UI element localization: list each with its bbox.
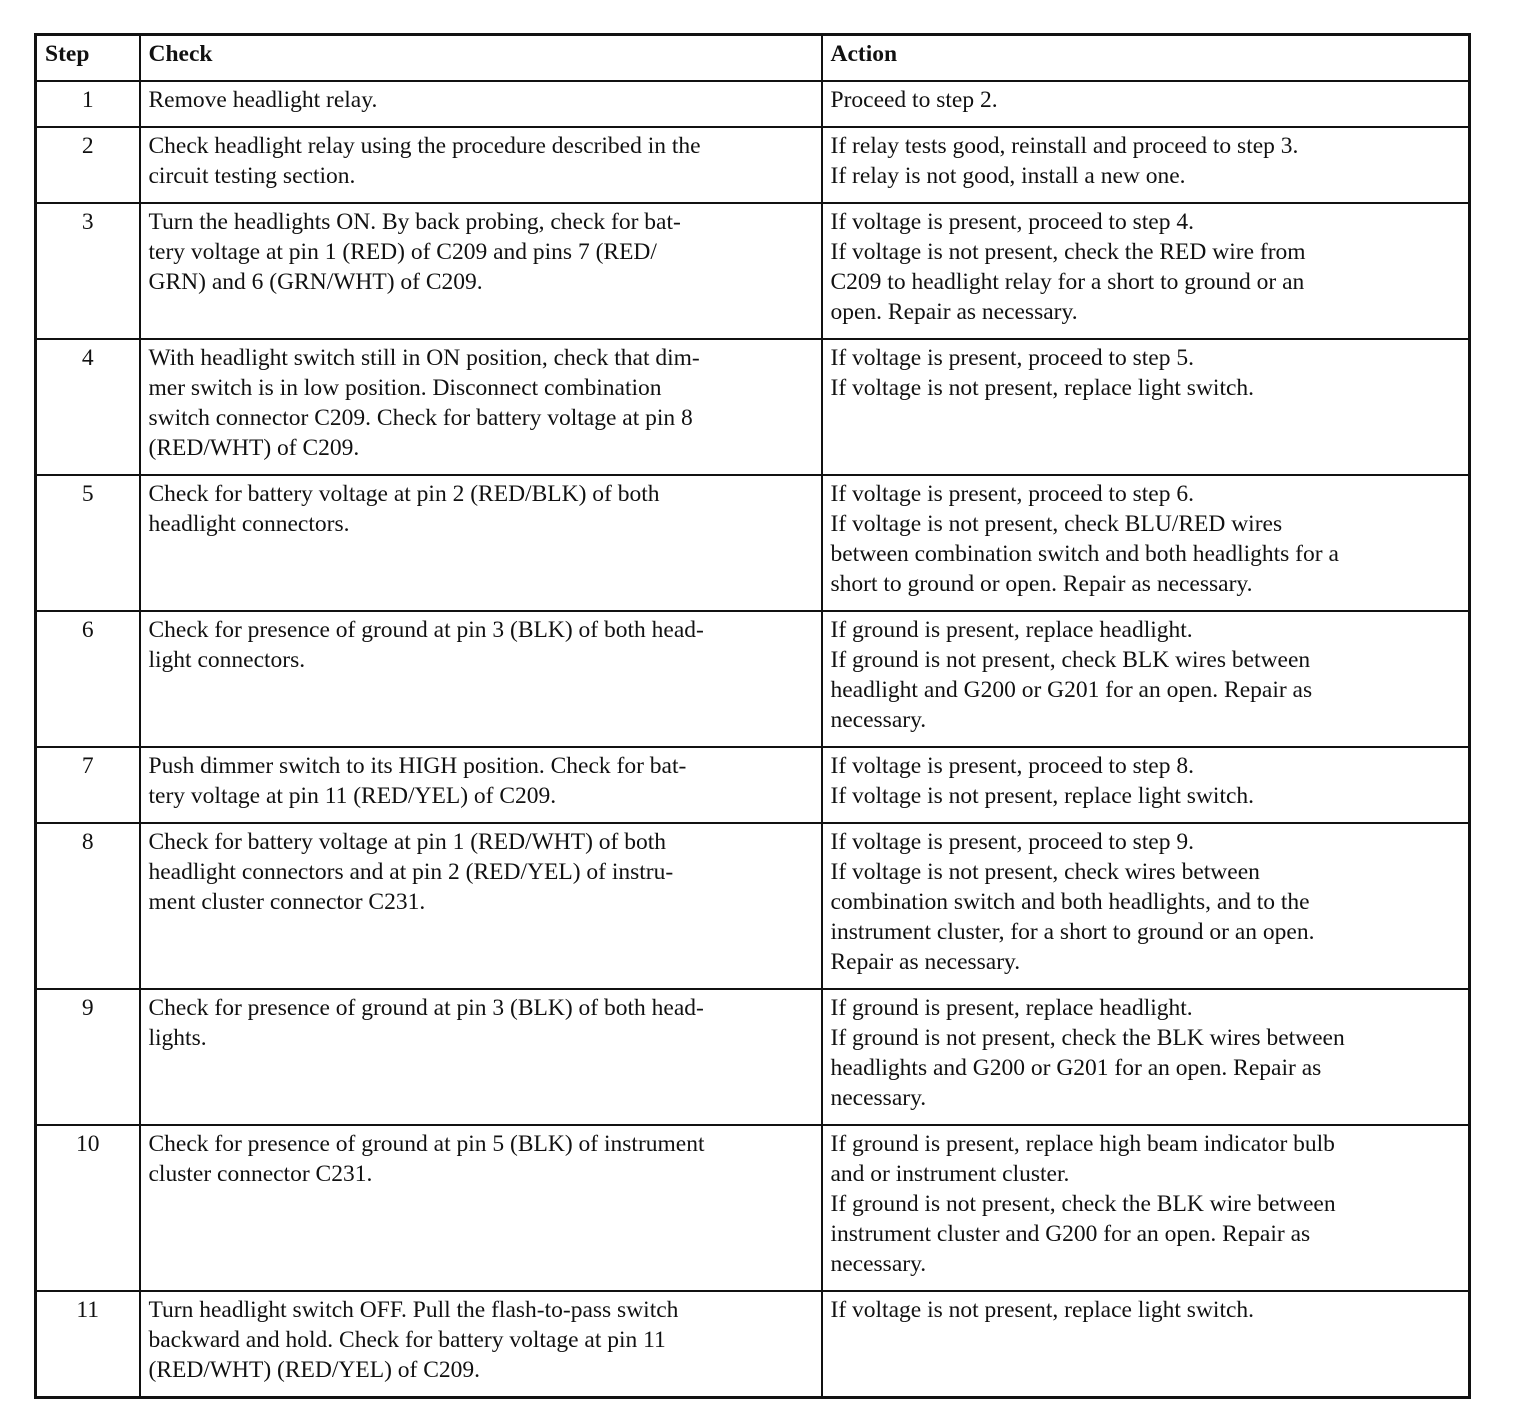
action-line: If ground is not present, check the BLK wires between [830,1025,1345,1051]
table-row [36,989,1470,1125]
action-line: short to ground or open. Repair as necessary. [830,571,1253,597]
table-row [36,203,1470,339]
check-line: Check for presence of ground at pin 3 (BLK) of both head- [148,617,704,643]
table-row [36,823,1470,989]
diagnostic-table [34,33,1471,1399]
header-action: Action [822,35,1470,82]
check-line: backward and hold. Check for battery voltage at pin 11 [148,1327,666,1353]
check-line: GRN) and 6 (GRN/WHT) of C209. [148,269,483,295]
action-line: If voltage is not present, replace light switch. [830,783,1255,809]
check-line: Check headlight relay using the procedure described in the [148,133,701,159]
check-line: Check for presence of ground at pin 3 (BLK) of both head- [148,995,704,1021]
action-line: If voltage is present, proceed to step 8. [830,753,1194,779]
action-line: Proceed to step 2. [830,87,998,113]
action-cell [822,989,1470,1125]
action-cell [822,475,1470,611]
action-line: If relay is not good, install a new one. [830,163,1186,189]
check-line: Check for battery voltage at pin 1 (RED/WHT) of both [148,829,667,855]
table-row [36,475,1470,611]
table-row [36,127,1470,203]
check-line: Turn headlight switch OFF. Pull the flash-to-pass switch [148,1297,679,1323]
check-cell [140,339,822,475]
action-cell [822,203,1470,339]
action-line: If ground is present, replace high beam indicator bulb [830,1131,1335,1157]
check-line: ment cluster connector C231. [148,889,426,915]
action-cell [822,1125,1470,1291]
action-line: between combination switch and both headlights for a [830,541,1339,567]
action-line: If voltage is present, proceed to step 4. [830,209,1194,235]
action-line: and or instrument cluster. [830,1161,1070,1187]
header-check: Check [140,35,822,82]
action-cell [822,127,1470,203]
check-line: (RED/WHT) (RED/YEL) of C209. [148,1357,481,1383]
table-row [36,747,1470,823]
action-line: If voltage is present, proceed to step 5. [830,345,1194,371]
header-step: Step [36,35,140,82]
check-line: tery voltage at pin 1 (RED) of C209 and pins 7 (RED/ [148,239,657,265]
action-line: If voltage is not present, check the RED wire from [830,239,1306,265]
action-line: open. Repair as necessary. [830,299,1078,325]
action-cell [822,1291,1470,1398]
action-cell [822,339,1470,475]
action-line: headlights and G200 or G201 for an open. Repair as [830,1055,1322,1081]
header-row [36,35,1470,82]
step-number: 3 [36,203,140,339]
check-cell [140,475,822,611]
table-row [36,81,1470,127]
check-cell [140,203,822,339]
table-body [36,81,1470,1398]
step-number: 9 [36,989,140,1125]
check-line: headlight connectors and at pin 2 (RED/YEL) of instru- [148,859,674,885]
action-line: headlight and G200 or G201 for an open. Repair as [830,677,1313,703]
action-line: combination switch and both headlights, and to the [830,889,1310,915]
action-cell [822,81,1470,127]
step-number: 10 [36,1125,140,1291]
action-line: If ground is not present, check BLK wires between [830,647,1311,673]
step-number: 1 [36,81,140,127]
table-header [36,35,1470,82]
check-line: mer switch is in low position. Disconnect combination [148,375,662,401]
check-cell [140,747,822,823]
check-line: Check for presence of ground at pin 5 (BLK) of instrument [148,1131,705,1157]
step-number: 6 [36,611,140,747]
check-cell [140,127,822,203]
table-row [36,339,1470,475]
action-line: If voltage is present, proceed to step 9. [830,829,1194,855]
action-cell [822,747,1470,823]
action-line: If voltage is not present, check BLU/RED wires [830,511,1283,537]
action-line: If ground is present, replace headlight. [830,617,1193,643]
action-cell [822,823,1470,989]
check-line: tery voltage at pin 11 (RED/YEL) of C209. [148,783,557,809]
step-number: 11 [36,1291,140,1398]
action-line: If ground is not present, check the BLK wire between [830,1191,1336,1217]
check-line: Check for battery voltage at pin 2 (RED/BLK) of both [148,481,660,507]
check-cell [140,1291,822,1398]
table-row [36,1125,1470,1291]
check-line: cluster connector C231. [148,1161,373,1187]
check-line: light connectors. [148,647,306,673]
action-line: If voltage is present, proceed to step 6. [830,481,1194,507]
action-line: C209 to headlight relay for a short to ground or an [830,269,1305,295]
check-cell [140,989,822,1125]
action-line: Repair as necessary. [830,949,1021,975]
action-line: necessary. [830,1251,927,1277]
check-line: With headlight switch still in ON position, check that dim- [148,345,700,371]
action-line: If voltage is not present, replace light switch. [830,375,1255,401]
step-number: 4 [36,339,140,475]
action-line: necessary. [830,707,927,733]
check-line: Push dimmer switch to its HIGH position. Check for bat- [148,753,687,779]
step-number: 2 [36,127,140,203]
check-line: Turn the headlights ON. By back probing, check for bat- [148,209,681,235]
action-line: If relay tests good, reinstall and proceed to step 3. [830,133,1299,159]
table-row [36,1291,1470,1398]
step-number: 8 [36,823,140,989]
action-line: If voltage is not present, check wires between [830,859,1260,885]
action-line: instrument cluster and G200 for an open. Repair as [830,1221,1311,1247]
check-line: switch connector C209. Check for battery voltage at pin 8 [148,405,693,431]
check-line: circuit testing section. [148,163,356,189]
check-line: (RED/WHT) of C209. [148,435,360,461]
action-line: If voltage is not present, replace light switch. [830,1297,1255,1323]
action-line: instrument cluster, for a short to ground or an open. [830,919,1315,945]
check-line: headlight connectors. [148,511,350,537]
table-row [36,611,1470,747]
check-cell [140,823,822,989]
check-line: lights. [148,1025,207,1051]
step-number: 7 [36,747,140,823]
check-cell [140,611,822,747]
action-cell [822,611,1470,747]
check-line: Remove headlight relay. [148,87,378,113]
step-number: 5 [36,475,140,611]
check-cell [140,81,822,127]
action-line: If ground is present, replace headlight. [830,995,1193,1021]
check-cell [140,1125,822,1291]
action-line: necessary. [830,1085,927,1111]
